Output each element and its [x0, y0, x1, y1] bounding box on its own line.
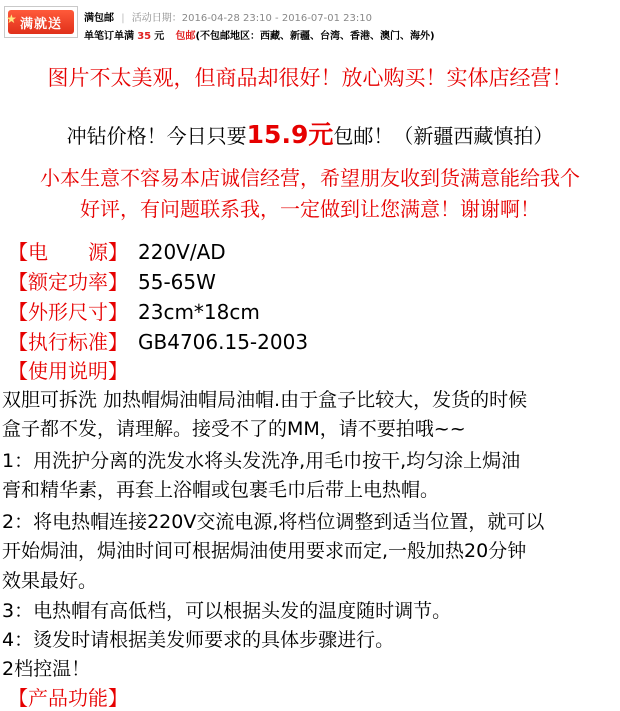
- free-ship-label: 满包邮: [84, 13, 114, 24]
- star-icon: ★: [6, 12, 17, 26]
- spec-power-source: [8, 236, 226, 265]
- promo-rule-line: [84, 27, 435, 42]
- body-line: 2档控温！: [2, 658, 91, 680]
- promo-badge: [4, 6, 78, 38]
- body-line: 4：烫发时请根据美发师要求的具体步骤进行。: [2, 629, 395, 651]
- period-label: 活动日期：: [131, 13, 182, 24]
- price-line: [0, 115, 620, 151]
- body-line: 开始焗油，焗油时间可根据焗油使用要求而定,一般加热20分钟: [2, 540, 527, 562]
- spec-value: GB4706.15-2003: [138, 330, 309, 354]
- price-prefix: 冲钻价格！今日只要: [66, 124, 247, 148]
- rule-unit: 元: [154, 31, 165, 42]
- rule-prefix: 单笔订单满: [84, 31, 134, 42]
- body-line: 3：电热帽有高低档，可以根据头发的温度随时调节。: [2, 600, 452, 622]
- spec-label: 【执行标准】: [8, 330, 128, 354]
- spec-rated-power: [8, 266, 216, 295]
- exclusion-note: (不包邮地区：西藏、新疆、台湾、香港、澳门、海外): [195, 31, 435, 42]
- spec-value: 23cm*18cm: [138, 300, 260, 324]
- body-line: 双胆可拆洗 加热帽焗油帽局油帽.由于盒子比较大，发货的时候: [2, 389, 528, 411]
- period-value: 2016-04-28 23:10 - 2016-07-01 23:10: [181, 13, 372, 24]
- section-heading: 【使用说明】: [8, 359, 128, 383]
- spec-dimensions: [8, 296, 260, 325]
- spec-value: 220V/AD: [138, 240, 226, 264]
- spec-label: 【电 源】: [8, 240, 128, 264]
- spec-standard: [8, 326, 308, 355]
- notice-line-3: 小本生意不容易本店诚信经营，希望朋友收到货满意能给我个: [40, 166, 580, 190]
- spec-value: 55-65W: [138, 270, 216, 294]
- rule-amount: 35: [137, 31, 152, 42]
- promo-badge-bg: [8, 10, 74, 34]
- body-line: 2：将电热帽连接220V交流电源,将档位调整到适当位置，就可以: [2, 511, 545, 533]
- notice-line-4: 好评，有问题联系我，一定做到让您满意！谢谢啊！: [80, 197, 540, 221]
- promo-info-line: [84, 9, 372, 24]
- ship-label: 包邮: [175, 31, 196, 42]
- spec-label: 【额定功率】: [8, 270, 128, 294]
- body-line: 效果最好。: [2, 570, 98, 592]
- spec-label: 【外形尺寸】: [8, 300, 128, 324]
- promotion-banner: [0, 0, 620, 44]
- body-line: 1：用洗护分离的洗发水将头发洗净,用毛巾按干,均匀涂上焗油: [2, 450, 521, 472]
- section-heading: 【产品功能】: [8, 686, 128, 710]
- body-line: 盒子都不发，请理解。接受不了的MM，请不要拍哦~~: [2, 418, 466, 440]
- usage-heading: [8, 355, 128, 384]
- divider: |: [121, 13, 125, 24]
- price-suffix: 包邮！（新疆西藏慎拍）: [333, 124, 554, 148]
- price-value: 15.9元: [246, 120, 334, 149]
- promo-badge-label: 满就送: [20, 17, 63, 32]
- function-heading: [8, 682, 128, 711]
- notice-line-1: 图片不太美观，但商品却很好！放心购买！实体店经营！: [47, 66, 573, 90]
- body-line: 膏和精华素，再套上浴帽或包裹毛巾后带上电热帽。: [2, 479, 440, 501]
